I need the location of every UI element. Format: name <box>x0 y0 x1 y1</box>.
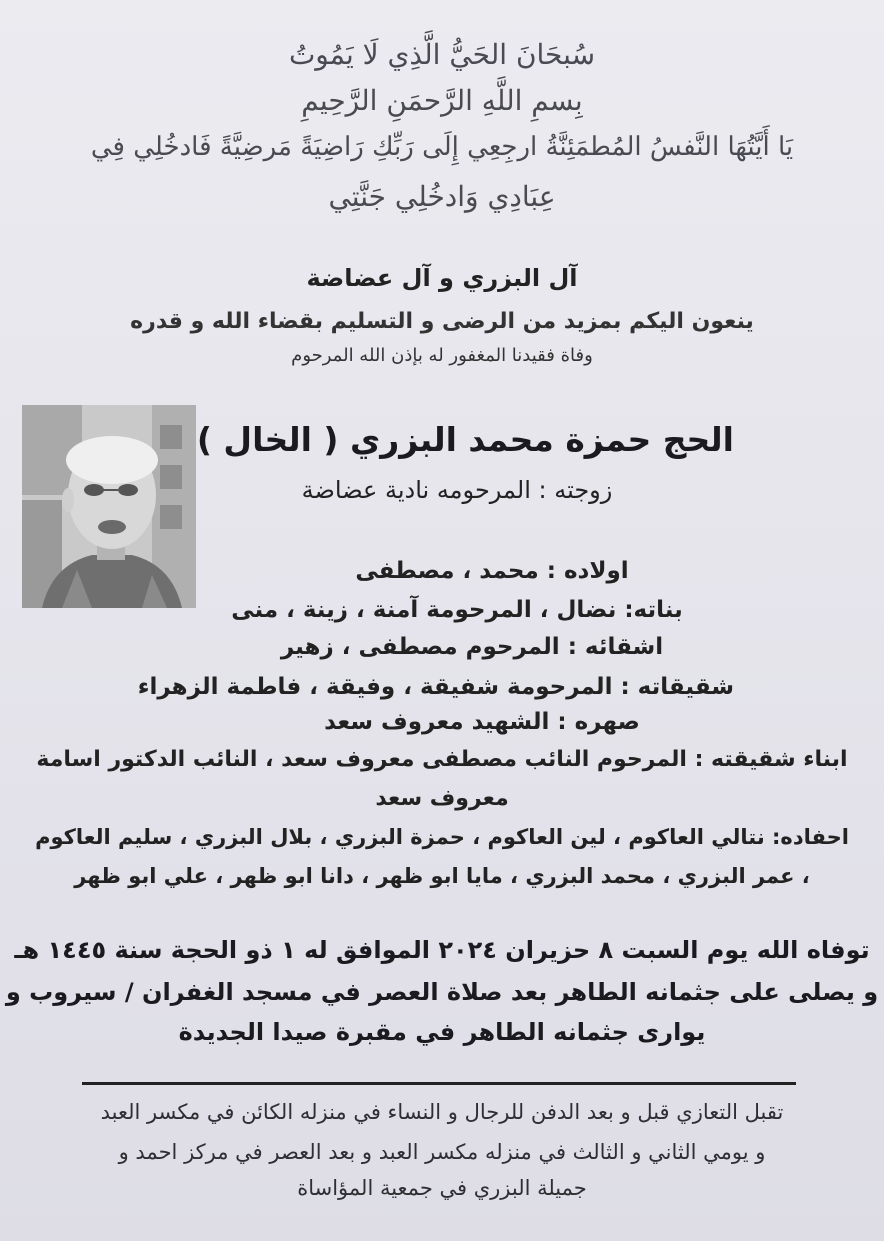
divider-rule <box>82 1082 796 1085</box>
verse-line-4: عِبَادِي وَادخُلِي جَنَّتِي <box>328 180 556 213</box>
relative-sisters: شقيقاته : المرحومة شفيقة ، وفيقة ، فاطمة الزهراء <box>137 674 734 700</box>
relative-daughters: بناته: نضال ، المرحومة آمنة ، زينة ، منى <box>231 597 683 623</box>
verse-line-3: يَا أَيَّتُهَا النَّفسُ المُطمَئِنَّةُ ارجِعِي إِلَى رَبِّكِ رَاضِيَةً مَرضِيَّةً فَادخُلِي فِي <box>90 132 794 162</box>
funeral-burial-line: يوارى جثمانه الطاهر في مقبرة صيدا الجديدة <box>178 1018 706 1046</box>
families-heading: آل البزري و آل عضاضة <box>306 264 578 292</box>
relative-brother-in-law: صهره : الشهيد معروف سعد <box>324 709 640 735</box>
relative-nephews-1: ابناء شقيقته : المرحوم النائب مصطفى معروف سعد ، النائب الدكتور اسامة <box>36 747 848 772</box>
relative-sons: اولاده : محمد ، مصطفى <box>355 558 629 584</box>
funeral-date-line: توفاه الله يوم السبت ٨ حزيران ٢٠٢٤ الموافق له ١ ذو الحجة سنة ١٤٤٥ هـ <box>14 936 870 964</box>
relative-brothers: اشقائه : المرحوم مصطفى ، زهير <box>280 634 664 660</box>
relative-grandchildren-1: احفاده: نتالي العاكوم ، لين العاكوم ، حمزة البزري ، بلال البزري ، سليم العاكوم <box>35 825 849 849</box>
deceased-name: الحج حمزة محمد البزري ( الخال ) <box>196 420 734 459</box>
announce-line-2: وفاة فقيدنا المغفور له بإذن الله المرحوم <box>291 345 593 366</box>
portrait-image <box>22 405 196 608</box>
funeral-prayer-line: و يصلى على جثمانه الطاهر بعد صلاة العصر في مسجد الغفران / سيروب و <box>5 978 879 1006</box>
condolence-line-3: جميلة البزري في جمعية المؤاساة <box>297 1176 587 1200</box>
verse-line-1: سُبحَانَ الحَيُّ الَّذِي لَا يَمُوتُ <box>288 38 596 71</box>
relative-grandchildren-2: ، عمر البزري ، محمد البزري ، مايا ابو ظهر ، دانا ابو ظهر ، علي ابو ظهر <box>74 864 810 888</box>
condolence-line-2: و يومي الثاني و الثالث في منزله مكسر العبد و بعد العصر في مركز احمد و <box>118 1140 766 1164</box>
condolence-line-1: تقبل التعازي قبل و بعد الدفن للرجال و النساء في منزله الكائن في مكسر العبد <box>100 1100 784 1124</box>
deceased-photo <box>22 405 196 608</box>
announce-line-1: ينعون اليكم بمزيد من الرضى و التسليم بقضاء الله و قدره <box>130 309 754 334</box>
verse-line-2: بِسمِ اللَّهِ الرَّحمَنِ الرَّحِيمِ <box>301 84 583 117</box>
wife-line: زوجته : المرحومه نادية عضاضة <box>301 476 613 504</box>
relative-nephews-2: معروف سعد <box>375 786 509 811</box>
